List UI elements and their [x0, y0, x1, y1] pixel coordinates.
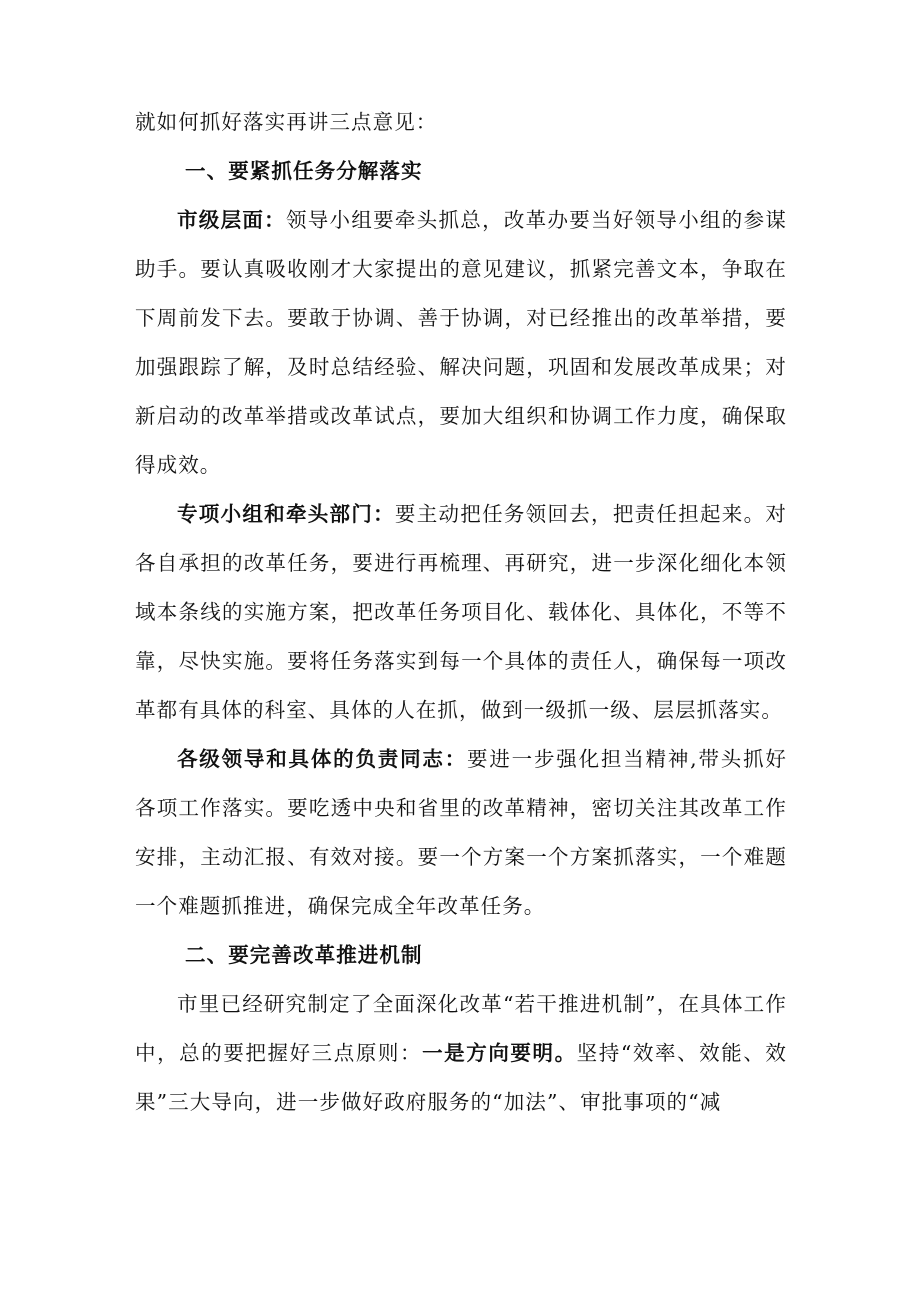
section-1-heading: 一、要紧抓任务分解落实 — [185, 159, 423, 183]
paragraph-lead-city-level: 市级层面： — [177, 208, 286, 232]
section-1-paragraph-city-level — [135, 196, 787, 490]
document-body — [135, 98, 787, 1127]
paragraph-text-after: 坚持“效率、效能、效果”三大导向，进一步做好政府服务的“加法”、审批事项的“减 — [135, 1041, 787, 1114]
paragraph-lead-leaders: 各级领导和具体的负责同志： — [177, 747, 468, 771]
paragraph-text-special-groups: 要主动把任务领回去，把责任担起来。对各自承担的改革任务，要进行再梳理、再研究，进一步深化细化本领域本条线的实施方案，把改革任务项目化、载体化、具体化，不等不靠，尽快实施。要将任务落实到每一个具体的责任人，确保每一项改革都有具体的科室、具体的人在抓，做到一级抓一级、层层抓落实。 — [135, 502, 787, 722]
section-1-paragraph-leaders — [135, 735, 787, 931]
paragraph-text-city-level: 领导小组要牵头抓总，改革办要当好领导小组的参谋助手。要认真吸收刚才大家提出的意见建议，抓紧完善文本，争取在下周前发下去。要敢于协调、善于协调，对已经推出的改革举措，要加强跟踪了解，及时总结经验、解决问题，巩固和发展改革成果；对新启动的改革举措或改革试点，要加大组织和协调工作力度，确保取得成效。 — [135, 208, 787, 477]
section-1-paragraph-special-groups — [135, 490, 787, 735]
paragraph-text-before: 市里已经研究制定了全面深化改革“若干推进机制”，在具体工作中，总的要把握好三点原则： — [135, 992, 787, 1065]
intro-paragraph: 就如何抓好落实再讲三点意见： — [135, 110, 438, 134]
paragraph-lead-special-groups: 专项小组和牵头部门： — [177, 502, 395, 526]
paragraph-bold-phrase: 一是方向要明。 — [422, 1041, 577, 1065]
section-2-heading: 二、要完善改革推进机制 — [185, 943, 423, 967]
section-2-paragraph-mechanism — [135, 980, 787, 1127]
paragraph-text-leaders: 要进一步强化担当精神,带头抓好各项工作落实。要吃透中央和省里的改革精神，密切关注其改革工作安排，主动汇报、有效对接。要一个方案一个方案抓落实，一个难题一个难题抓推进，确保完成全年改革任务。 — [135, 747, 787, 918]
